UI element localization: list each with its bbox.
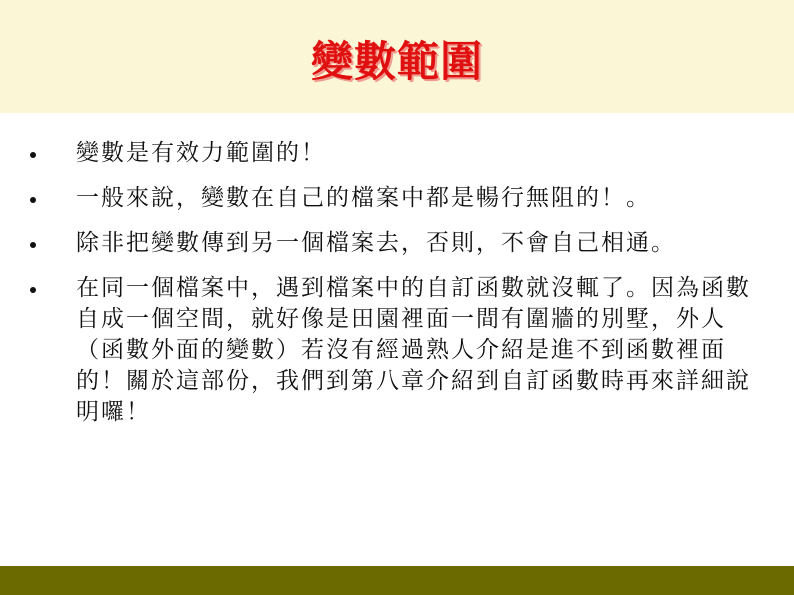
bullet-item [26, 183, 756, 214]
bullet-list [26, 138, 756, 442]
bullet-text: 一般來說，變數在自己的檔案中都是暢行無阻的！。 [76, 185, 651, 211]
bullet-item [26, 228, 756, 259]
bullet-text: 變數是有效力範圍的！ [76, 140, 326, 166]
bullet-dot-icon [30, 242, 36, 248]
footer-bar [0, 566, 794, 595]
bullet-text: 在同一個檔案中，遇到檔案中的自訂函數就沒輒了。因為函數自成一個空間，就好像是田園裡面一間有圍牆的別墅，外人（函數外面的變數）若沒有經過熟人介紹是進不到函數裡面的！關於這部份，我們到第八章介紹到自訂函數時再來詳細說明囉！ [76, 275, 751, 425]
bullet-text: 除非把變數傳到另一個檔案去，否則，不會自己相通。 [76, 230, 676, 256]
bullet-dot-icon [30, 152, 36, 158]
bullet-dot-icon [30, 197, 36, 203]
slide-title: 變數範圍 [310, 37, 483, 86]
bullet-item [26, 138, 756, 169]
bullet-dot-icon [30, 287, 36, 293]
bullet-item [26, 273, 756, 428]
